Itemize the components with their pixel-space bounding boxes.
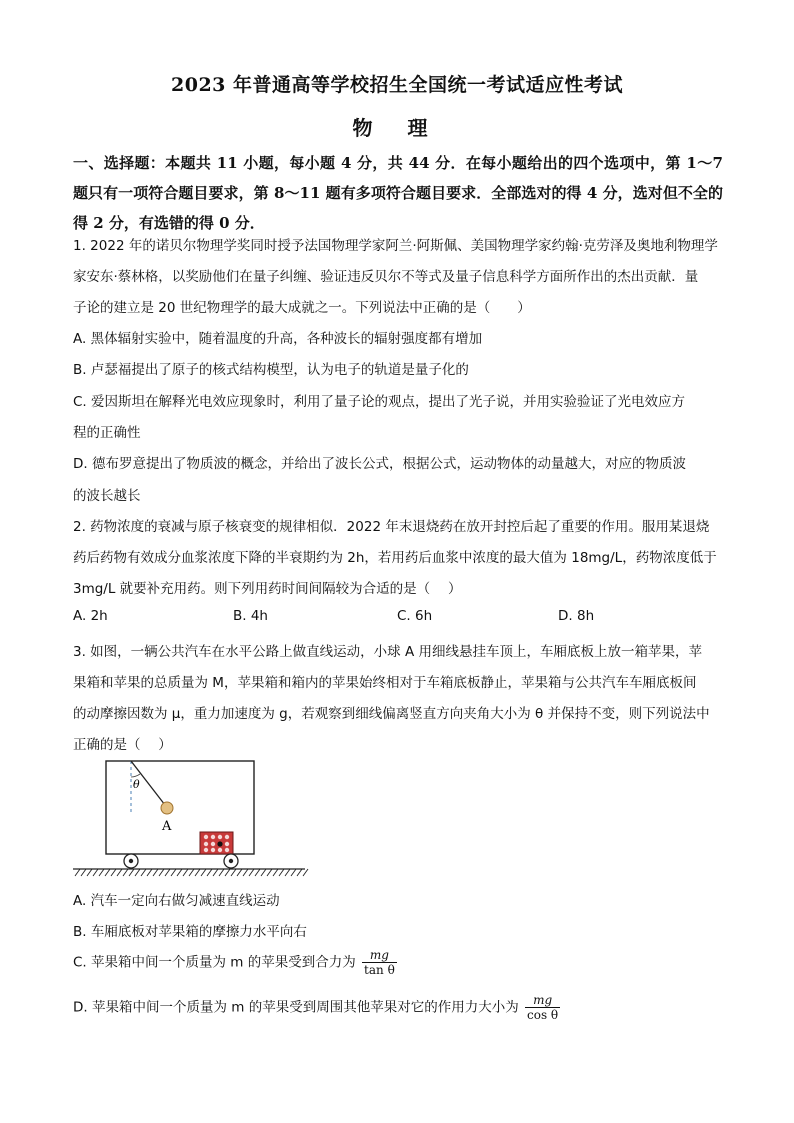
subject-title: 物 理: [352, 116, 442, 140]
hatch-mark: [135, 869, 140, 876]
q2-line-2: 药后药物有效成分血浆浓度下降的半衰期约为 2h，若用药后血浆中浓度的最大值为 18mg/L，药物浓度低于: [73, 550, 717, 566]
q3-option-d-text: D. 苹果箱中间一个质量为 m 的苹果受到周围其他苹果对它的作用力大小为: [73, 999, 519, 1016]
hatch-mark: [213, 869, 218, 876]
angle-arc: [131, 774, 140, 777]
hatch-mark: [105, 869, 110, 876]
hatch-mark: [111, 869, 116, 876]
hatch-mark: [159, 869, 164, 876]
hatch-mark: [87, 869, 92, 876]
hatch-mark: [177, 869, 182, 876]
q2-line-3: 3mg/L 就要补充用药。则下列用药时间间隔较为合适的是（ ）: [73, 581, 462, 597]
q1-line-2: 家安东·蔡林格，以奖励他们在量子纠缠、验证违反贝尔不等式及量子信息科学方面所作出的杰出贡献．量: [73, 269, 699, 285]
q3-line-3: 的动摩擦因数为 μ，重力加速度为 g，若观察到细线偏离竖直方向夹角大小为 θ 并保持不变，则下列说法中: [73, 706, 710, 722]
hatch-mark: [99, 869, 104, 876]
hatch-mark: [171, 869, 176, 876]
hatch-mark: [153, 869, 158, 876]
hatch-mark: [279, 869, 284, 876]
q2-option-a: A. 2h: [73, 608, 108, 624]
q2-line-1: 2. 药物浓度的衰减与原子核衰变的规律相似．2022 年末退烧药在放开封控后起了重要的作用。服用某退烧: [73, 519, 710, 535]
q3-line-2: 果箱和苹果的总质量为 M，苹果箱和箱内的苹果始终相对于车箱底板静止，苹果箱与公共汽车车厢底板间: [73, 675, 697, 691]
hatch-mark: [267, 869, 272, 876]
rear-wheel: [224, 854, 238, 868]
hatch-mark: [261, 869, 266, 876]
fraction-denominator: tan θ: [364, 963, 395, 977]
front-wheel: [124, 854, 138, 868]
hatch-mark: [303, 869, 308, 876]
ground-hatching: [73, 869, 308, 876]
hatch-mark: [297, 869, 302, 876]
hatch-mark: [183, 869, 188, 876]
hatch-mark: [123, 869, 128, 876]
hatch-mark: [231, 869, 236, 876]
q3-option-d: [73, 993, 560, 1022]
hatch-mark: [75, 869, 80, 876]
q1-option-b: B. 卢瑟福提出了原子的核式结构模型，认为电子的轨道是量子化的: [73, 362, 469, 378]
hatch-mark: [147, 869, 152, 876]
hatch-mark: [255, 869, 260, 876]
q1-option-c-line-1: C. 爱因斯坦在解释光电效应现象时，利用了量子论的观点，提出了光子说，并用实验验证了光电效应方: [73, 394, 686, 410]
q3-line-4: 正确的是（ ）: [73, 737, 172, 753]
q2-option-b: B. 4h: [233, 608, 268, 624]
bus-figure: [73, 755, 313, 880]
q3-line-1: 3. 如图，一辆公共汽车在水平公路上做直线运动，小球 A 用细线悬挂车顶上，车厢底板上放一箱苹果，苹: [73, 644, 702, 660]
hatch-mark: [93, 869, 98, 876]
fraction-numerator: mg: [525, 993, 560, 1008]
section-heading: 一、选择题：本题共 11 小题，每小题 4 分，共 44 分．在每小题给出的四个选项中，第 1～7 题只有一项符合题目要求，第 8～11 题有多项符合题目要求．全部选对的得 4 分，选对但不全的得 2 分，有选错的得 0 分．: [73, 154, 723, 232]
q2-option-d: D. 8h: [558, 608, 595, 624]
ball-a: [161, 802, 173, 814]
hatch-mark: [273, 869, 278, 876]
hatch-mark: [117, 869, 122, 876]
hatch-mark: [207, 869, 212, 876]
q1-option-d-line-1: D. 德布罗意提出了物质波的概念，并给出了波长公式，根据公式，运动物体的动量越大，对应的物质波: [73, 456, 686, 472]
q3-option-c-fraction: [362, 948, 397, 977]
q3-option-c-text: C. 苹果箱中间一个质量为 m 的苹果受到合力为: [73, 954, 356, 971]
hatch-mark: [285, 869, 290, 876]
ball-label: A: [162, 819, 172, 834]
hatch-mark: [81, 869, 86, 876]
q1-line-3: 子论的建立是 20 世纪物理学的最大成就之一。下列说法中正确的是（ ）: [73, 300, 531, 316]
q3-option-a: A. 汽车一定向右做匀减速直线运动: [73, 893, 280, 909]
apple-box: [200, 832, 233, 854]
fraction-numerator: mg: [362, 948, 397, 963]
hatch-mark: [165, 869, 170, 876]
hatch-mark: [237, 869, 242, 876]
hatch-mark: [291, 869, 296, 876]
fraction-denominator: cos θ: [527, 1008, 559, 1022]
hatch-mark: [141, 869, 146, 876]
theta-label: θ: [133, 778, 140, 791]
q1-option-d-line-2: 的波长越长: [73, 488, 141, 504]
hatch-mark: [219, 869, 224, 876]
hatch-mark: [129, 869, 134, 876]
hatch-mark: [225, 869, 230, 876]
hatch-mark: [195, 869, 200, 876]
q1-option-c-line-2: 程的正确性: [73, 425, 141, 441]
q3-option-c: [73, 948, 397, 977]
hatch-mark: [189, 869, 194, 876]
q1-option-a: A. 黑体辐射实验中，随着温度的升高，各种波长的辐射强度都有增加: [73, 331, 483, 347]
q3-option-b: B. 车厢底板对苹果箱的摩擦力水平向右: [73, 924, 307, 940]
hatch-mark: [243, 869, 248, 876]
hatch-mark: [201, 869, 206, 876]
exam-title: 2023 年普通高等学校招生全国统一考试适应性考试: [171, 74, 623, 96]
q3-option-d-fraction: [525, 993, 560, 1022]
q1-line-1: 1. 2022 年的诺贝尔物理学奖同时授予法国物理学家阿兰·阿斯佩、美国物理学家约翰·克劳泽及奥地利物理学: [73, 238, 718, 254]
q2-option-c: C. 6h: [397, 608, 433, 624]
hatch-mark: [249, 869, 254, 876]
marked-apple: [217, 841, 222, 846]
